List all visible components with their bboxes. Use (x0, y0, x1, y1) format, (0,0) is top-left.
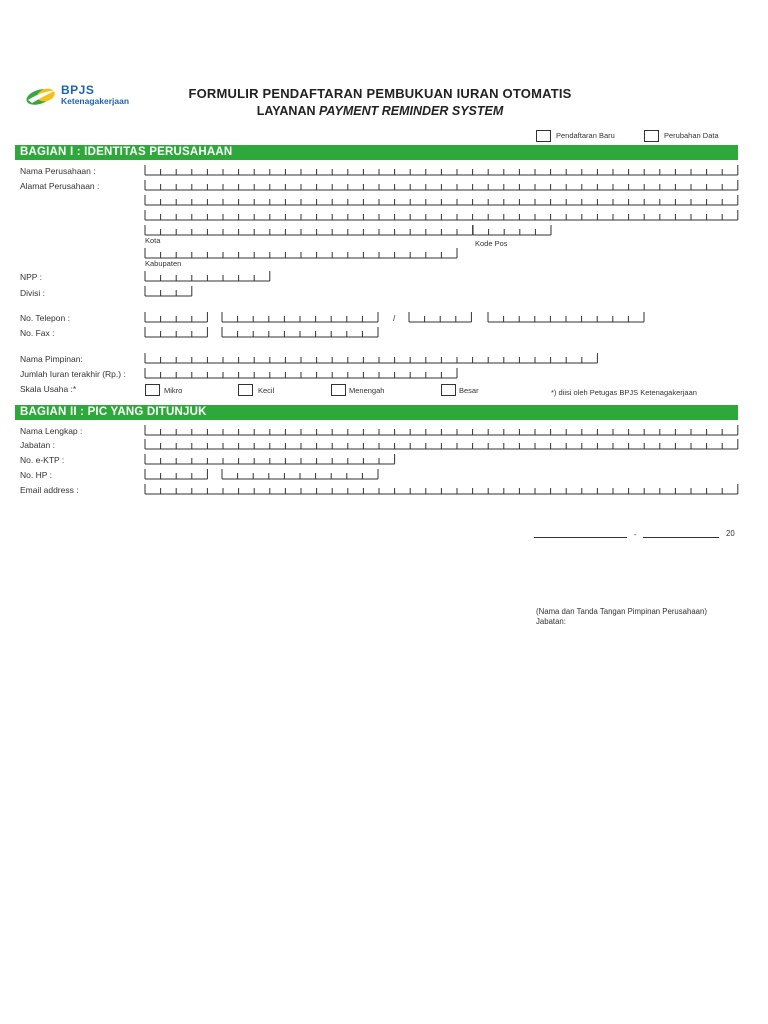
change-data-label: Perubahan Data (664, 131, 719, 140)
last-contribution-label: Jumlah Iuran terakhir (Rp.) : (20, 369, 126, 379)
scale-medium-label: Menengah (349, 386, 385, 395)
pic-hp-number-field[interactable] (222, 469, 378, 479)
phone-separator: / (393, 313, 396, 323)
form-subtitle: LAYANAN PAYMENT REMINDER SYSTEM (256, 104, 504, 118)
pic-ektp-field[interactable] (145, 454, 395, 464)
city-label: Kota (145, 236, 161, 245)
scale-micro-label: Mikro (164, 386, 183, 395)
address-line-1-field[interactable] (145, 180, 738, 190)
postal-code-label: Kode Pos (475, 239, 508, 248)
regency-field[interactable] (145, 248, 457, 258)
phone-2-field[interactable] (488, 312, 644, 322)
scale-large-label: Besar (459, 386, 479, 395)
division-label: Divisi : (20, 288, 46, 298)
logo-name: BPJS (61, 83, 95, 97)
pic-email-label: Email address : (20, 485, 79, 495)
pic-email-field[interactable] (145, 484, 738, 494)
npp-label: NPP : (20, 272, 43, 282)
phone-ext-field[interactable] (409, 312, 471, 322)
phone-label: No. Telepon : (20, 313, 70, 323)
signature-caption: (Nama dan Tanda Tangan Pimpinan Perusahaan) (536, 607, 707, 616)
pic-ektp-label: No. e-KTP : (20, 455, 65, 465)
pic-full-name-field[interactable] (145, 425, 738, 435)
last-contribution-field[interactable] (145, 368, 457, 378)
phone-number-field[interactable] (222, 312, 378, 322)
leader-name-label: Nama Pimpinan: (20, 354, 83, 364)
form-title: FORMULIR PENDAFTARAN PEMBUKUAN IURAN OTOMATIS (188, 86, 572, 101)
pic-hp-area-field[interactable] (145, 469, 207, 479)
postal-code-field[interactable] (473, 225, 551, 235)
scale-note: *) diisi oleh Petugas BPJS Ketenagakerjaan (551, 388, 697, 397)
city-field[interactable] (145, 225, 473, 235)
phone-area-field[interactable] (145, 312, 207, 322)
logo-sub: Ketenagakerjaan (61, 96, 130, 106)
leader-name-field[interactable] (145, 353, 597, 363)
fax-label: No. Fax : (20, 328, 55, 338)
fax-number-field[interactable] (222, 327, 378, 337)
business-scale-label: Skala Usaha :* (20, 384, 77, 394)
company-name-label: Nama Perusahaan : (20, 166, 96, 176)
fax-area-field[interactable] (145, 327, 207, 337)
section-2-header: BAGIAN II : PIC YANG DITUNJUK (15, 405, 738, 420)
company-address-label: Alamat Perusahaan : (20, 181, 100, 191)
signature-year: 20 (726, 529, 735, 538)
division-field[interactable] (145, 286, 192, 296)
pic-full-name-label: Nama Lengkap : (20, 426, 83, 436)
pic-position-field[interactable] (145, 439, 738, 449)
address-line-2-field[interactable] (145, 195, 738, 205)
pic-hp-label: No. HP : (20, 470, 52, 480)
section-1-header: BAGIAN I : IDENTITAS PERUSAHAAN (15, 145, 738, 160)
pic-position-label: Jabatan : (20, 440, 55, 450)
new-registration-label: Pendaftaran Baru (556, 131, 615, 140)
address-line-3-field[interactable] (145, 210, 738, 220)
regency-label: Kabupaten (145, 259, 182, 268)
scale-small-label: Kecil (258, 386, 275, 395)
signature-position: Jabatan: (536, 617, 566, 626)
company-name-field[interactable] (145, 165, 738, 175)
npp-field[interactable] (145, 271, 270, 281)
signature-date-separator: - (634, 530, 637, 539)
